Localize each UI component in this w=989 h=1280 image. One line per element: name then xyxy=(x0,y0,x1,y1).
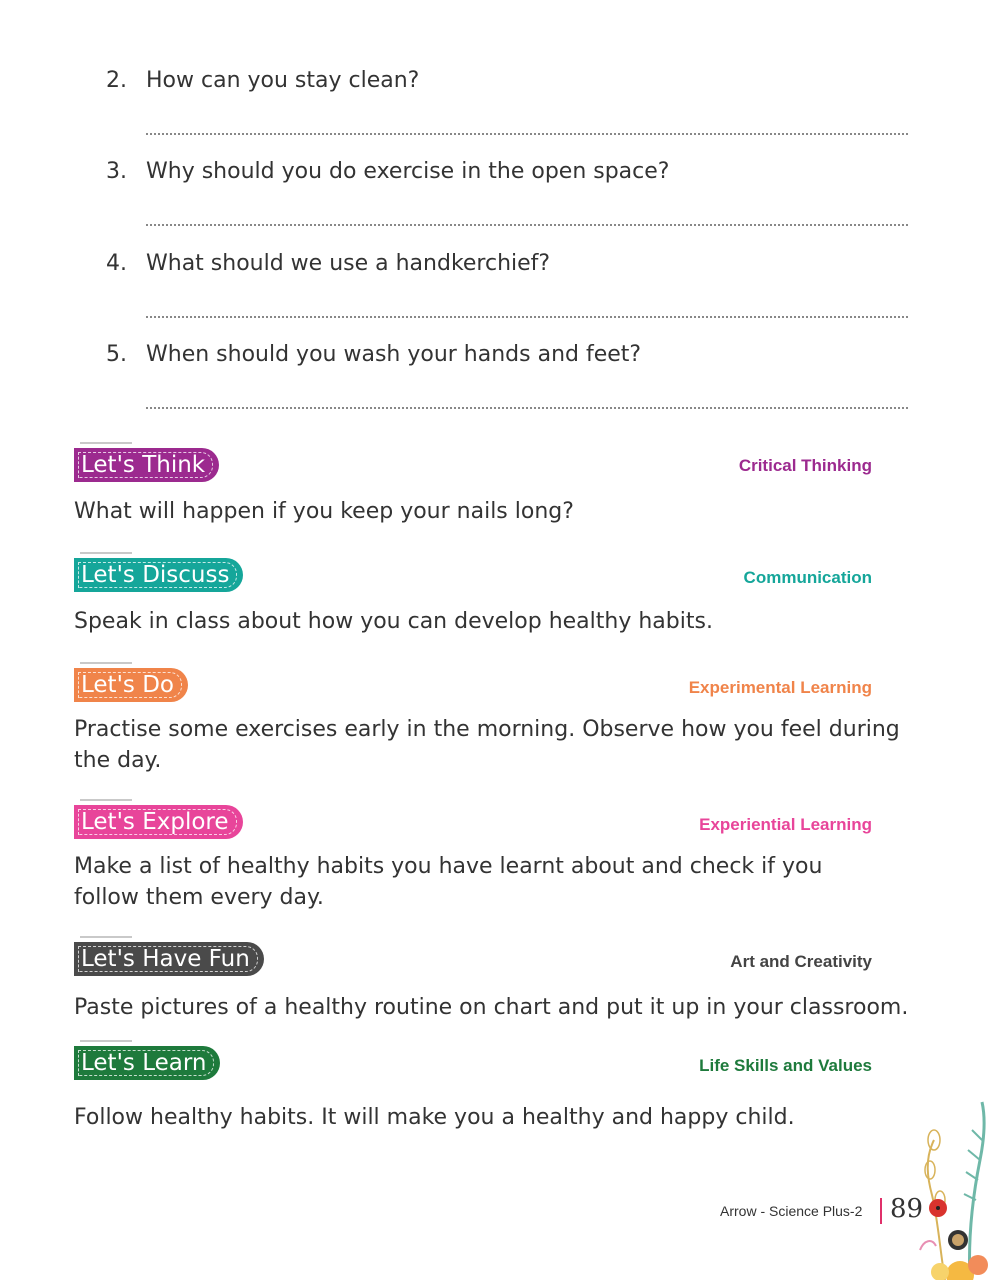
lets-explore-badge: Let's Explore xyxy=(74,805,243,839)
answer-line[interactable] xyxy=(146,133,908,135)
think-text: What will happen if you keep your nails long? xyxy=(74,499,574,524)
question-2 xyxy=(106,68,419,93)
question-text: Why should you do exercise in the open space? xyxy=(146,159,670,184)
page-number: 89 xyxy=(890,1194,924,1224)
footer-divider xyxy=(880,1198,882,1224)
question-number: 4. xyxy=(106,251,127,276)
explore-text: Make a list of healthy habits you have learnt about and check if you follow them every day. xyxy=(74,854,823,910)
answer-line[interactable] xyxy=(146,224,908,226)
communication-tag: Communication xyxy=(743,568,872,587)
learn-text: Follow healthy habits. It will make you a healthy and happy child. xyxy=(74,1105,795,1130)
question-number: 3. xyxy=(106,159,127,184)
experiential-learning-tag: Experiential Learning xyxy=(699,815,872,834)
question-text: What should we use a handkerchief? xyxy=(146,251,551,276)
question-text: When should you wash your hands and feet? xyxy=(146,342,642,367)
fun-text: Paste pictures of a healthy routine on chart and put it up in your classroom. xyxy=(74,995,909,1020)
lets-learn-badge: Let's Learn xyxy=(74,1046,220,1080)
question-text: How can you stay clean? xyxy=(146,68,420,93)
question-number: 2. xyxy=(106,68,127,93)
art-and-creativity-tag: Art and Creativity xyxy=(730,952,872,971)
discuss-text: Speak in class about how you can develop healthy habits. xyxy=(74,609,713,634)
question-3 xyxy=(106,159,669,184)
answer-line[interactable] xyxy=(146,316,908,318)
question-5 xyxy=(106,342,641,367)
book-title: Arrow - Science Plus-2 xyxy=(720,1203,863,1219)
lets-have-fun-badge: Let's Have Fun xyxy=(74,942,264,976)
experimental-learning-tag: Experimental Learning xyxy=(688,678,872,697)
lets-do-badge: Let's Do xyxy=(74,668,188,702)
life-skills-tag: Life Skills and Values xyxy=(699,1056,872,1075)
question-number: 5. xyxy=(106,342,127,367)
critical-thinking-tag: Critical Thinking xyxy=(738,456,872,475)
do-text: Practise some exercises early in the morning. Observe how you feel during the day. xyxy=(74,717,900,773)
question-4 xyxy=(106,251,550,276)
floral-decoration-icon xyxy=(910,1100,989,1280)
answer-line[interactable] xyxy=(146,407,908,409)
lets-think-badge: Let's Think xyxy=(74,448,219,482)
lets-discuss-badge: Let's Discuss xyxy=(74,558,243,592)
